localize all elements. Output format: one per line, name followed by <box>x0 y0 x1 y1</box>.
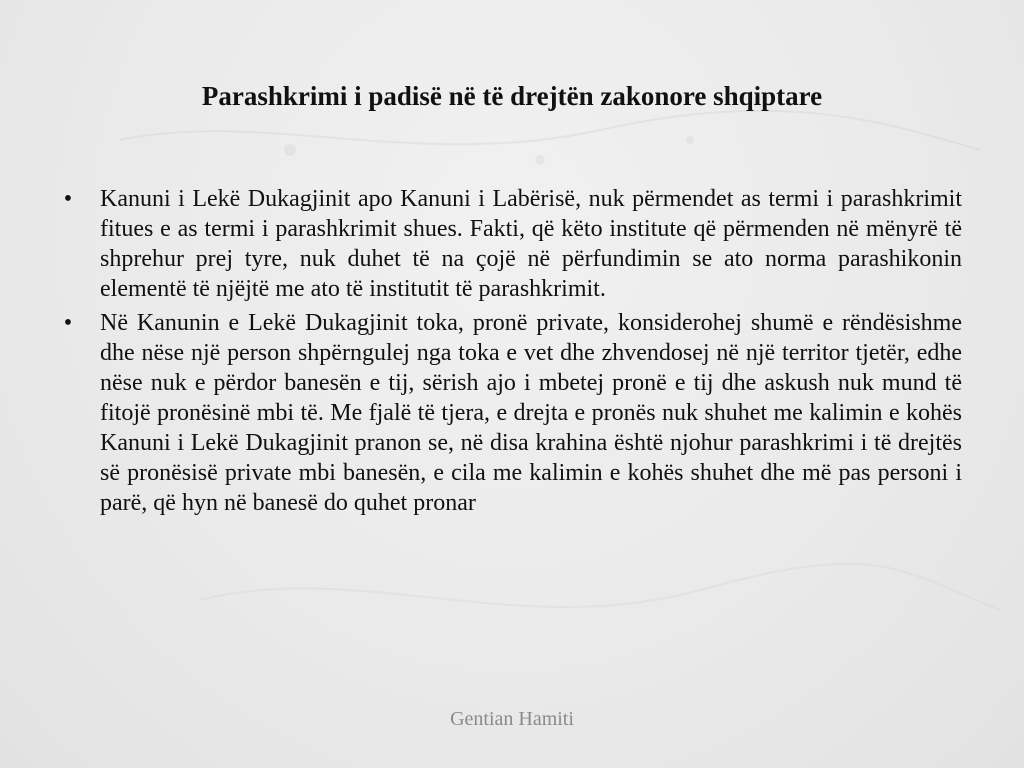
footer-author: Gentian Hamiti <box>450 708 574 730</box>
bullet-marker: • <box>63 186 73 212</box>
bullet-marker: • <box>63 310 73 336</box>
bullet-text: Në Kanunin e Lekë Dukagjinit toka, pronë private, konsiderohej shumë e rëndësishme dhe nëse një person shpërngulej nga toka e vet dhe zhvendosej në një territor tjetër, edhe nëse nuk e përdor banesën e tij, sërish ajo i mbetej pronë e tij dhe askush nuk mund të fitojë pronësinë mbi të. Me fjalë të tjera, e drejta e pronës nuk shuhet me kalimin e kohës Kanuni i Lekë Dukagjinit pranon se, në disa krahina është njohur parashkrimi i të drejtës së pronësisë private mbi banesën, e cila me kalimin e kohës shuhet dhe më pas personi i parë, që hyn në banesë do quhet pronar <box>100 310 962 516</box>
bullet-list <box>58 184 962 522</box>
bullet-text: Kanuni i Lekë Dukagjinit apo Kanuni i Labërisë, nuk përmendet as termi i parashkrimit fitues e as termi i parashkrimit shues. Fakti, që këto institute që përmenden në mënyrë të shprehur prej tyre, nuk duhet të na çojë në përfundimin se ato norma parashikonin elementë të njëjtë me ato të institutit të parashkrimit. <box>100 186 962 302</box>
bullet-item <box>58 184 962 304</box>
slide-title: Parashkrimi i padisë në të drejtën zakonore shqiptare <box>201 81 823 111</box>
bullet-item <box>58 308 962 518</box>
